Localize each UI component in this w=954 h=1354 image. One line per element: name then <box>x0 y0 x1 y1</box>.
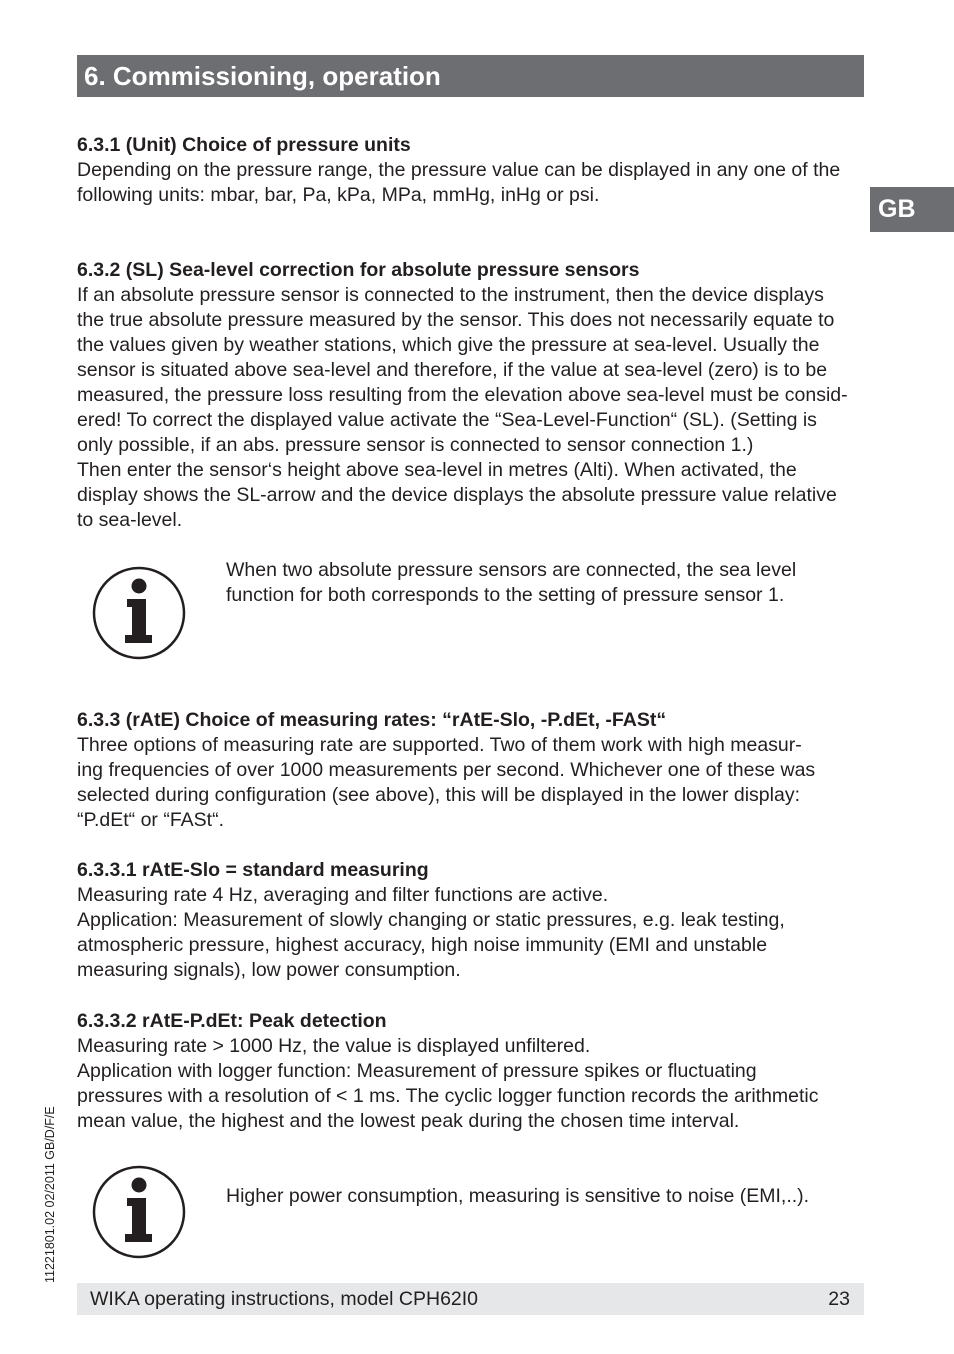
heading-6-3-1: 6.3.1 (Unit) Choice of pressure units <box>77 134 411 156</box>
page-number: 23 <box>828 1288 850 1310</box>
section-header-bar <box>77 55 864 97</box>
note-sea-level: When two absolute pressure sensors are connected, the sea level function for both corresponds to the setting of pressure sensor 1. <box>226 559 797 606</box>
heading-6-3-3-2: 6.3.3.2 rAtE-P.dEt: Peak detection <box>77 1010 387 1032</box>
paragraph-6-3-3: Three options of measuring rate are supported. Two of them work with high measur- ing frequencies of over 1000 measurements per second. Whichever one of these was selected during configuration (see above), this will be displayed in the lower display: “P.dEt“ or “FASt“. <box>77 734 816 831</box>
heading-6-3-3: 6.3.3 (rAtE) Choice of measuring rates: “rAtE-Slo, -P.dEt, -FASt“ <box>77 709 667 731</box>
paragraph-6-3-2: If an absolute pressure sensor is connected to the instrument, then the device displays the true absolute pressure measured by the sensor. This does not necessarily equate to the values given by weather stations, which give the pressure at sea-level. Usually the sensor is situated above sea-level and therefore, if the value at sea-level (zero) is to be measured, the pressure loss resulting from the elevation above sea-level must be consid- ered! To correct the displayed value activate the “Sea-Level-Function“ (SL). (Setting is only possible, if an abs. pressure sensor is connected to sensor connection 1.) Then enter the sensor‘s height above sea-level in metres (Alti). When activated, the display shows the SL-arrow and the device displays the absolute pressure value relative to sea-level. <box>77 284 848 531</box>
paragraph-6-3-3-1: Measuring rate 4 Hz, averaging and filter functions are active. Application: Measurement of slowly changing or static pressures, e.g. leak testing, atmospheric pressure, highest accuracy, high noise immunity (EMI and unstable measuring signals), low power consumption. <box>77 884 785 981</box>
footer-bar <box>77 1283 864 1315</box>
paragraph-6-3-1: Depending on the pressure range, the pressure value can be displayed in any one of the following units: mbar, bar, Pa, kPa, MPa, mmHg, inHg or psi. <box>77 159 841 206</box>
section-title: 6. Commissioning, operation <box>84 61 441 91</box>
note-power-consumption: Higher power consumption, measuring is sensitive to noise (EMI,..). <box>226 1185 810 1207</box>
heading-6-3-3-1: 6.3.3.1 rAtE-Slo = standard measuring <box>77 859 429 881</box>
paragraph-6-3-3-2: Measuring rate > 1000 Hz, the value is displayed unfiltered. Application with logger function: Measurement of pressure spikes or fluctuating pressures with a resolution of < 1 ms. The cyclic logger function records the arithmetic mean value, the highest and the lowest peak during the chosen time interval. <box>77 1035 819 1132</box>
info-icon <box>91 565 187 661</box>
document-code: 11221801.02 02/2011 GB/D/F/E <box>43 1106 57 1283</box>
heading-6-3-2: 6.3.2 (SL) Sea-level correction for absolute pressure sensors <box>77 259 640 281</box>
info-icon <box>91 1164 187 1260</box>
language-label: GB <box>878 195 916 223</box>
language-tab <box>870 187 954 232</box>
footer-title: WIKA operating instructions, model CPH62I0 <box>90 1288 479 1310</box>
